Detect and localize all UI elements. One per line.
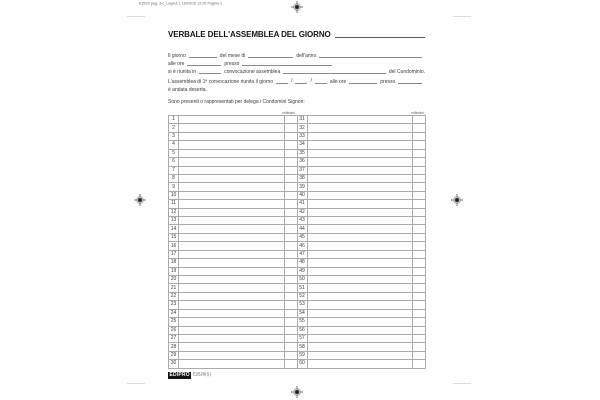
- table-row: [169, 149, 426, 157]
- millesimi-cell: [413, 309, 426, 317]
- row-number-cell: 42: [297, 208, 307, 216]
- millesimi-cell: [413, 166, 426, 174]
- name-cell: [307, 343, 413, 351]
- table-row: [169, 191, 426, 199]
- table-row: [169, 284, 426, 292]
- name-cell: [179, 318, 285, 326]
- row-number-cell: 59: [297, 351, 307, 359]
- name-cell: [179, 166, 285, 174]
- field-label: Il giorno: [168, 52, 186, 59]
- row-number-cell: 16: [169, 242, 179, 250]
- millesimi-cell: [284, 259, 297, 267]
- name-cell: [307, 267, 413, 275]
- attendees-table: [168, 115, 426, 369]
- row-number-cell: 33: [297, 132, 307, 140]
- millesimi-cell: [284, 116, 297, 124]
- millesimi-cell: [284, 124, 297, 132]
- millesimi-cell: [284, 158, 297, 166]
- name-cell: [307, 217, 413, 225]
- table-row: [169, 250, 426, 258]
- table-row: [169, 309, 426, 317]
- field-label: dell'anno: [296, 52, 317, 59]
- field-label: L'assemblea di 1ª convocazione riunita il giorno: [168, 78, 274, 85]
- crop-mark-top-left: [127, 16, 145, 17]
- millesimi-cell: [413, 116, 426, 124]
- millesimi-cell: [413, 242, 426, 250]
- row-number-cell: 57: [297, 334, 307, 342]
- millesimi-label: millesimi: [282, 111, 295, 115]
- name-cell: [307, 183, 413, 191]
- millesimi-cell: [413, 183, 426, 191]
- title-blank-line: [335, 37, 425, 38]
- blank-field-line: [276, 79, 288, 84]
- millesimi-cell: [413, 360, 426, 368]
- millesimi-cell: [284, 174, 297, 182]
- table-row: [169, 318, 426, 326]
- millesimi-cell: [284, 200, 297, 208]
- field-label: è andata deserta.: [168, 86, 207, 93]
- row-number-cell: 19: [169, 267, 179, 275]
- row-number-cell: 46: [297, 242, 307, 250]
- row-number-cell: 45: [297, 233, 307, 241]
- footer-brand-logo: EDIPRO: [169, 372, 190, 379]
- row-number-cell: 58: [297, 343, 307, 351]
- table-row: [169, 200, 426, 208]
- table-row: [169, 360, 426, 368]
- millesimi-cell: [284, 217, 297, 225]
- row-number-cell: 51: [297, 284, 307, 292]
- title-row: [168, 30, 425, 39]
- millesimi-cell: [413, 326, 426, 334]
- name-cell: [179, 174, 285, 182]
- row-number-cell: 14: [169, 225, 179, 233]
- millesimi-cell: [413, 301, 426, 309]
- row-number-cell: 60: [297, 360, 307, 368]
- name-cell: [179, 225, 285, 233]
- millesimi-cell: [284, 334, 297, 342]
- row-number-cell: 11: [169, 200, 179, 208]
- millesimi-cell: [413, 191, 426, 199]
- name-cell: [179, 116, 285, 124]
- millesimi-cell: [413, 351, 426, 359]
- name-cell: [307, 351, 413, 359]
- name-cell: [307, 116, 413, 124]
- table-row: [169, 132, 426, 140]
- name-cell: [307, 326, 413, 334]
- name-cell: [179, 259, 285, 267]
- millesimi-cell: [413, 276, 426, 284]
- attendees-intro-line: [168, 97, 425, 105]
- millesimi-cell: [284, 191, 297, 199]
- row-number-cell: 29: [169, 351, 179, 359]
- millesimi-cell: [284, 183, 297, 191]
- table-row: [169, 158, 426, 166]
- publisher-footer: [168, 372, 425, 379]
- millesimi-cell: [284, 225, 297, 233]
- millesimi-cell: [413, 225, 426, 233]
- name-cell: [179, 149, 285, 157]
- blank-field-line: [199, 69, 221, 74]
- row-number-cell: 2: [169, 124, 179, 132]
- blank-field-line: [398, 79, 422, 84]
- form-line-4: [168, 77, 425, 85]
- table-row: [169, 267, 426, 275]
- row-number-cell: 28: [169, 343, 179, 351]
- table-row: [169, 233, 426, 241]
- table-row: [169, 174, 426, 182]
- millesimi-cell: [284, 343, 297, 351]
- row-number-cell: 7: [169, 166, 179, 174]
- table-row: [169, 141, 426, 149]
- name-cell: [307, 309, 413, 317]
- name-cell: [179, 301, 285, 309]
- name-cell: [307, 174, 413, 182]
- millesimi-cell: [284, 309, 297, 317]
- row-number-cell: 10: [169, 191, 179, 199]
- name-cell: [179, 124, 285, 132]
- name-cell: [179, 183, 285, 191]
- name-cell: [307, 259, 413, 267]
- name-cell: [307, 208, 413, 216]
- row-number-cell: 22: [169, 292, 179, 300]
- table-row: [169, 351, 426, 359]
- millesimi-cell: [284, 292, 297, 300]
- row-number-cell: 31: [297, 116, 307, 124]
- row-number-cell: 56: [297, 326, 307, 334]
- blank-field-line: [242, 61, 332, 66]
- attendees-table-body: [169, 116, 426, 369]
- name-cell: [179, 309, 285, 317]
- name-cell: [179, 284, 285, 292]
- millesimi-cell: [284, 242, 297, 250]
- row-number-cell: 35: [297, 149, 307, 157]
- name-cell: [307, 242, 413, 250]
- table-row: [169, 326, 426, 334]
- name-cell: [307, 250, 413, 258]
- field-label: del Condominio.: [388, 68, 425, 75]
- row-number-cell: 27: [169, 334, 179, 342]
- name-cell: [307, 334, 413, 342]
- crop-mark-bottom-left: [127, 383, 145, 384]
- row-number-cell: 41: [297, 200, 307, 208]
- row-number-cell: 18: [169, 259, 179, 267]
- registration-mark-bottom: [291, 386, 303, 398]
- field-label: alle ore: [329, 78, 347, 85]
- row-number-cell: 15: [169, 233, 179, 241]
- name-cell: [307, 191, 413, 199]
- row-number-cell: 43: [297, 217, 307, 225]
- row-number-cell: 9: [169, 183, 179, 191]
- millesimi-cell: [413, 318, 426, 326]
- row-number-cell: 54: [297, 309, 307, 317]
- slash-separator: /: [291, 78, 293, 84]
- row-number-cell: 20: [169, 276, 179, 284]
- blank-field-line: [315, 79, 327, 84]
- millesimi-cell: [413, 343, 426, 351]
- millesimi-header-row: [168, 107, 425, 115]
- millesimi-cell: [284, 250, 297, 258]
- millesimi-cell: [413, 149, 426, 157]
- row-number-cell: 23: [169, 301, 179, 309]
- page-title: VERBALE DELL'ASSEMBLEA DEL GIORNO: [168, 30, 331, 39]
- name-cell: [179, 343, 285, 351]
- form-line-2: [168, 59, 425, 67]
- blank-field-line: [187, 61, 221, 66]
- table-row: [169, 183, 426, 191]
- row-number-cell: 25: [169, 318, 179, 326]
- print-proof-header: E2520 pag. 1-c_Layout 1 16/03/15 12:25 Pagina 1: [139, 2, 223, 6]
- name-cell: [307, 284, 413, 292]
- table-row: [169, 343, 426, 351]
- row-number-cell: 5: [169, 149, 179, 157]
- name-cell: [179, 132, 285, 140]
- name-cell: [307, 132, 413, 140]
- row-number-cell: 1: [169, 116, 179, 124]
- name-cell: [179, 351, 285, 359]
- form-sheet: [168, 30, 425, 379]
- blank-field-line: [319, 53, 422, 58]
- millesimi-cell: [413, 334, 426, 342]
- slash-separator: /: [310, 78, 312, 84]
- row-number-cell: 53: [297, 301, 307, 309]
- row-number-cell: 38: [297, 174, 307, 182]
- name-cell: [307, 292, 413, 300]
- form-line-5: [168, 85, 425, 93]
- name-cell: [307, 158, 413, 166]
- name-cell: [307, 233, 413, 241]
- name-cell: [179, 200, 285, 208]
- row-number-cell: 49: [297, 267, 307, 275]
- millesimi-cell: [284, 141, 297, 149]
- registration-mark-right: [451, 194, 463, 206]
- name-cell: [179, 158, 285, 166]
- registration-mark-left: [134, 194, 146, 206]
- millesimi-cell: [413, 250, 426, 258]
- millesimi-cell: [413, 292, 426, 300]
- row-number-cell: 6: [169, 158, 179, 166]
- row-number-cell: 30: [169, 360, 179, 368]
- field-label: presso: [224, 60, 240, 67]
- millesimi-label: millesimi: [411, 111, 424, 115]
- name-cell: [179, 242, 285, 250]
- millesimi-cell: [284, 351, 297, 359]
- field-label: si è riunita in: [168, 68, 197, 75]
- name-cell: [179, 191, 285, 199]
- table-row: [169, 334, 426, 342]
- table-row: [169, 292, 426, 300]
- form-intro-paragraph: [168, 51, 425, 105]
- field-label: alle ore: [168, 60, 185, 67]
- row-number-cell: 26: [169, 326, 179, 334]
- table-row: [169, 208, 426, 216]
- name-cell: [307, 141, 413, 149]
- name-cell: [307, 200, 413, 208]
- row-number-cell: 52: [297, 292, 307, 300]
- blank-field-line: [349, 79, 377, 84]
- row-number-cell: 55: [297, 318, 307, 326]
- name-cell: [179, 360, 285, 368]
- blank-field-line: [295, 79, 307, 84]
- name-cell: [307, 149, 413, 157]
- name-cell: [179, 267, 285, 275]
- row-number-cell: 40: [297, 191, 307, 199]
- name-cell: [307, 318, 413, 326]
- name-cell: [179, 292, 285, 300]
- millesimi-cell: [413, 200, 426, 208]
- row-number-cell: 21: [169, 284, 179, 292]
- field-label: convocazione assemblea: [224, 68, 281, 75]
- name-cell: [307, 301, 413, 309]
- millesimi-cell: [284, 208, 297, 216]
- name-cell: [179, 326, 285, 334]
- table-row: [169, 116, 426, 124]
- row-number-cell: 37: [297, 166, 307, 174]
- row-number-cell: 13: [169, 217, 179, 225]
- millesimi-cell: [284, 267, 297, 275]
- footer-product-code: E2520(S): [193, 373, 212, 378]
- millesimi-cell: [413, 174, 426, 182]
- row-number-cell: 17: [169, 250, 179, 258]
- blank-field-line: [189, 53, 217, 58]
- name-cell: [307, 124, 413, 132]
- crop-mark-top-right: [453, 16, 471, 17]
- millesimi-cell: [413, 233, 426, 241]
- name-cell: [179, 141, 285, 149]
- row-number-cell: 34: [297, 141, 307, 149]
- attendees-intro: Sono presenti o rappresentati per delega i Condomini Signori:: [168, 98, 305, 105]
- millesimi-cell: [413, 259, 426, 267]
- field-label: del mese di: [219, 52, 246, 59]
- millesimi-cell: [284, 318, 297, 326]
- name-cell: [179, 217, 285, 225]
- name-cell: [307, 360, 413, 368]
- millesimi-cell: [284, 326, 297, 334]
- row-number-cell: 44: [297, 225, 307, 233]
- millesimi-cell: [413, 217, 426, 225]
- blank-field-line: [283, 69, 386, 74]
- row-number-cell: 4: [169, 141, 179, 149]
- registration-mark-top: [291, 1, 303, 13]
- table-row: [169, 225, 426, 233]
- millesimi-cell: [413, 208, 426, 216]
- row-number-cell: 50: [297, 276, 307, 284]
- name-cell: [307, 166, 413, 174]
- table-row: [169, 276, 426, 284]
- row-number-cell: 47: [297, 250, 307, 258]
- blank-field-line: [248, 53, 293, 58]
- millesimi-cell: [284, 360, 297, 368]
- name-cell: [179, 233, 285, 241]
- name-cell: [179, 250, 285, 258]
- field-label: presso: [380, 78, 396, 85]
- row-number-cell: 12: [169, 208, 179, 216]
- name-cell: [307, 276, 413, 284]
- name-cell: [179, 276, 285, 284]
- form-line-1: [168, 51, 425, 59]
- millesimi-cell: [284, 132, 297, 140]
- millesimi-cell: [413, 284, 426, 292]
- millesimi-cell: [413, 267, 426, 275]
- millesimi-cell: [284, 284, 297, 292]
- millesimi-cell: [284, 166, 297, 174]
- row-number-cell: 3: [169, 132, 179, 140]
- name-cell: [179, 334, 285, 342]
- millesimi-cell: [413, 158, 426, 166]
- row-number-cell: 39: [297, 183, 307, 191]
- name-cell: [179, 208, 285, 216]
- row-number-cell: 8: [169, 174, 179, 182]
- row-number-cell: 24: [169, 309, 179, 317]
- millesimi-cell: [284, 276, 297, 284]
- millesimi-cell: [284, 149, 297, 157]
- form-line-3: [168, 67, 425, 75]
- table-row: [169, 301, 426, 309]
- millesimi-cell: [284, 301, 297, 309]
- table-row: [169, 124, 426, 132]
- row-number-cell: 36: [297, 158, 307, 166]
- table-row: [169, 217, 426, 225]
- row-number-cell: 48: [297, 259, 307, 267]
- millesimi-cell: [413, 124, 426, 132]
- table-row: [169, 259, 426, 267]
- millesimi-cell: [413, 132, 426, 140]
- millesimi-cell: [284, 233, 297, 241]
- table-row: [169, 166, 426, 174]
- name-cell: [307, 225, 413, 233]
- table-row: [169, 242, 426, 250]
- crop-mark-bottom-right: [453, 383, 471, 384]
- row-number-cell: 32: [297, 124, 307, 132]
- millesimi-cell: [413, 141, 426, 149]
